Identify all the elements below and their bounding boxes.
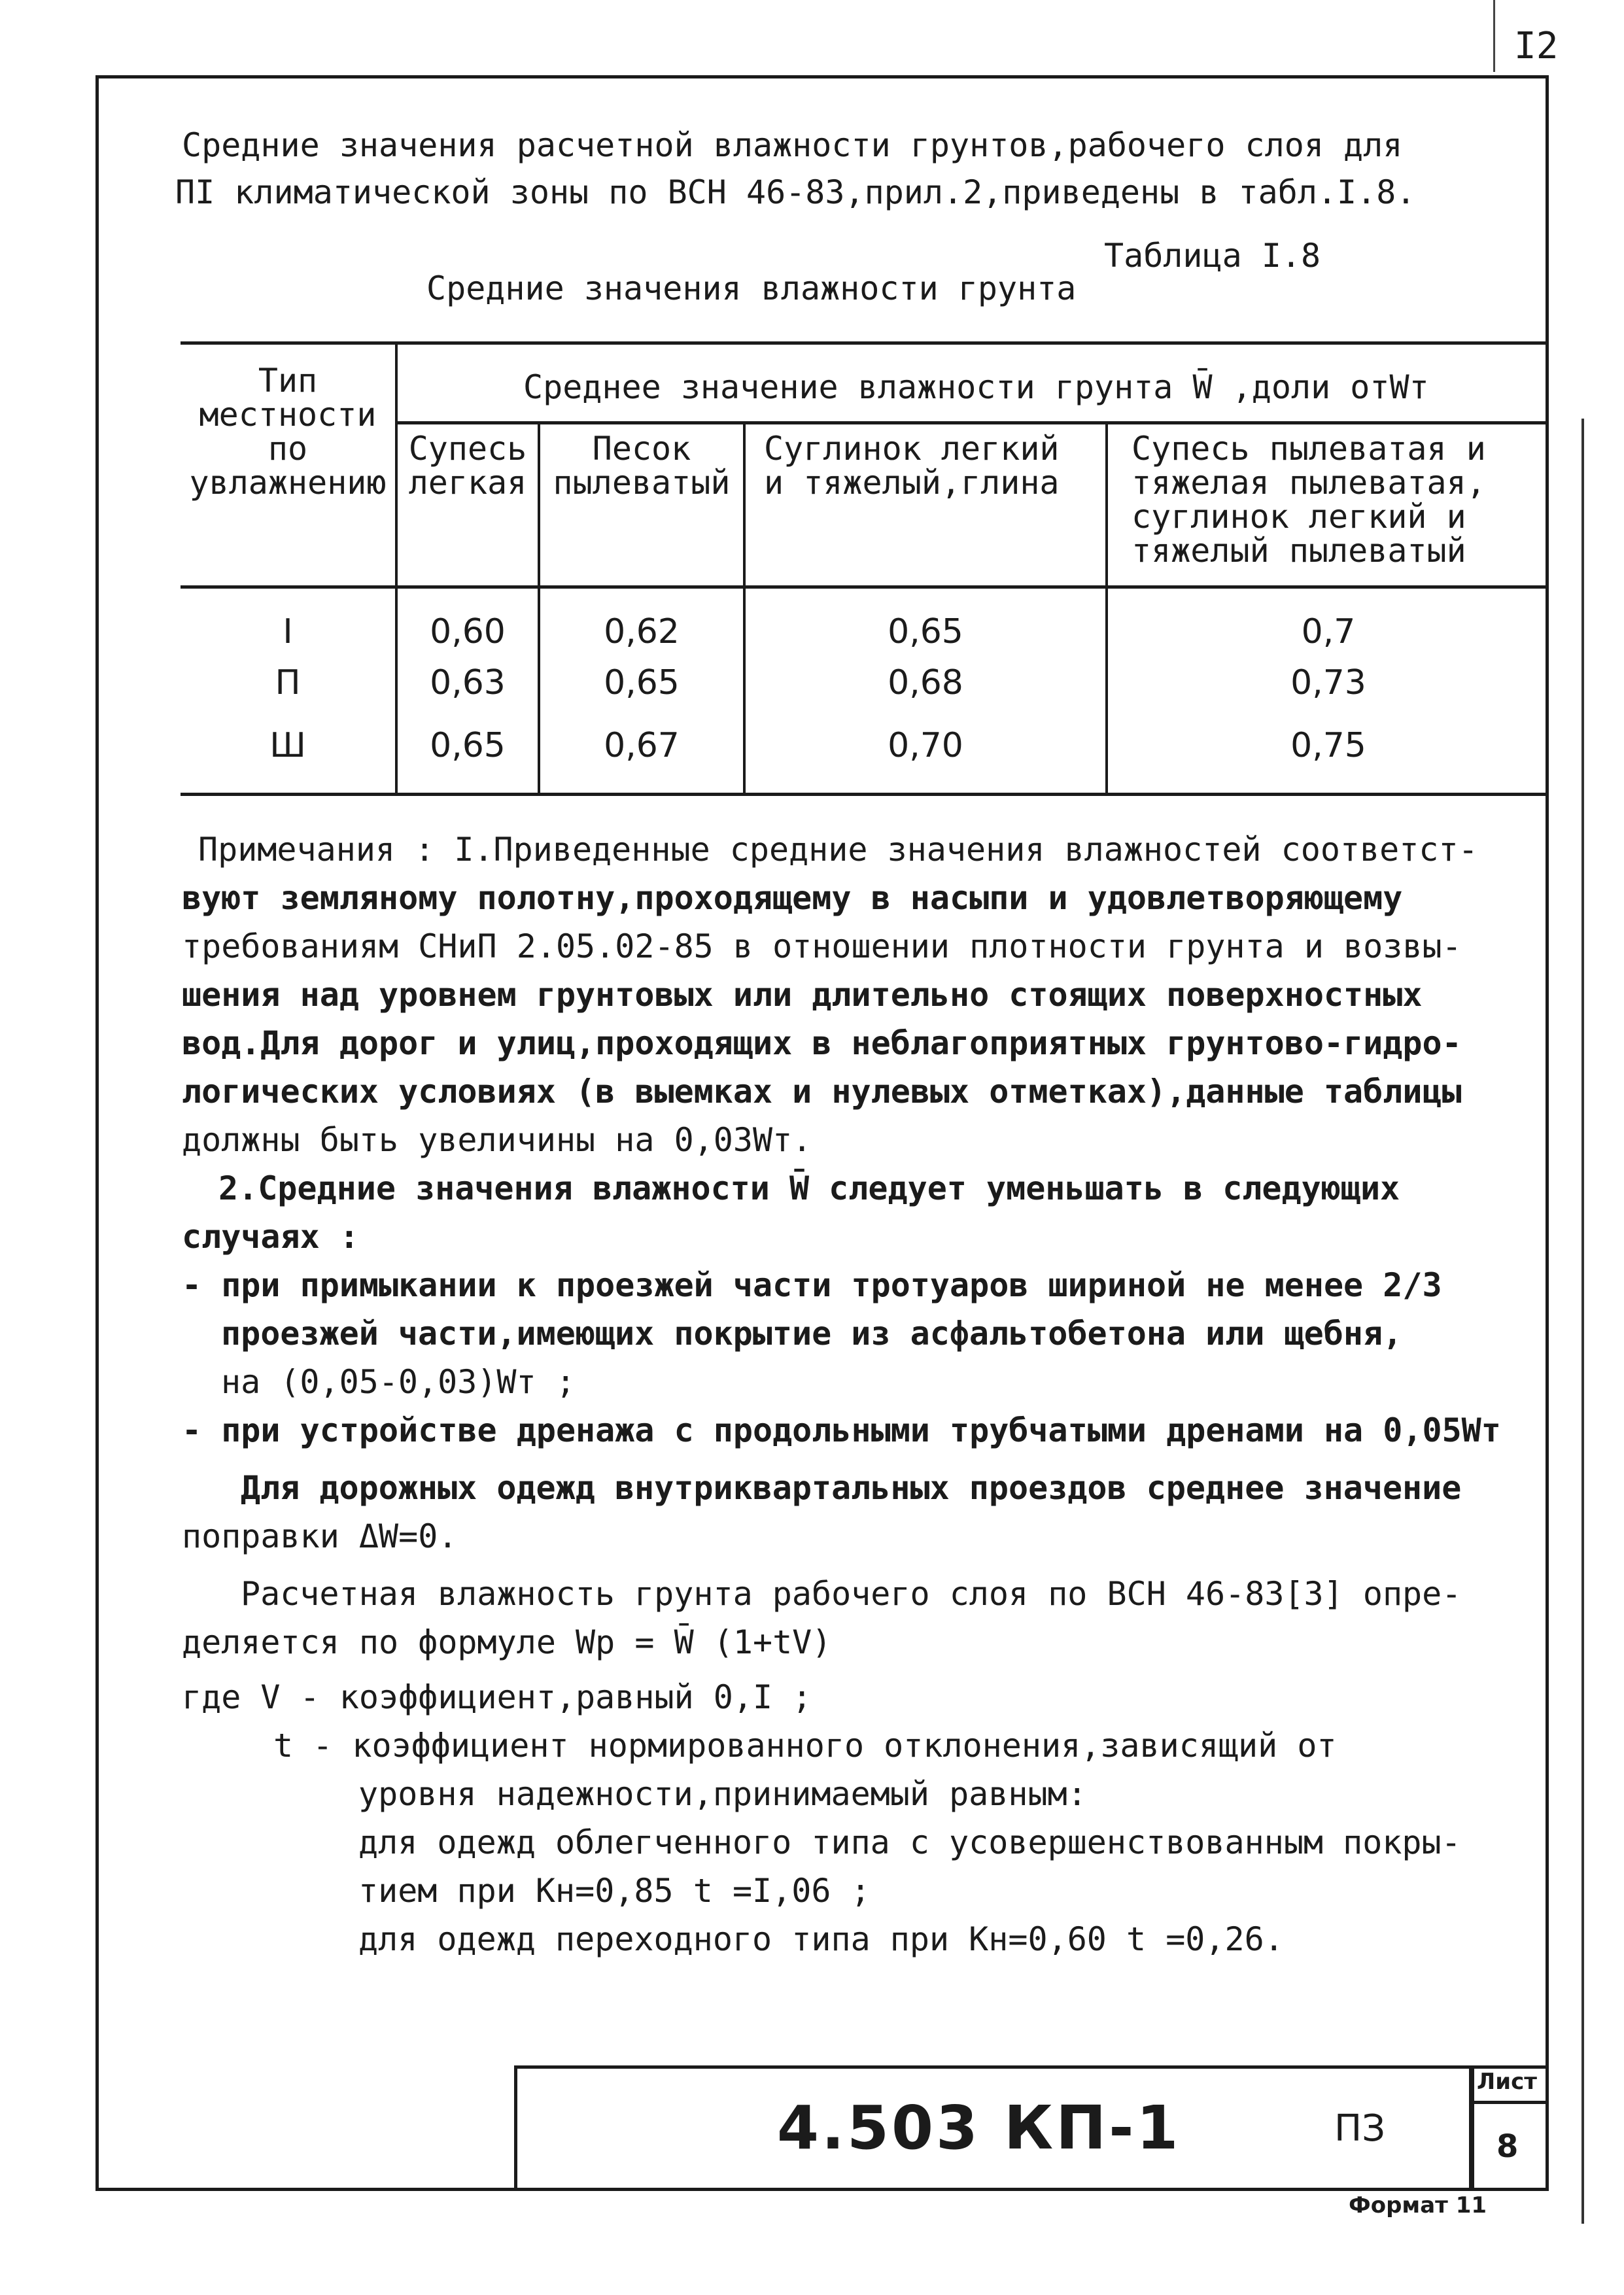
bullet-1-line: на (0,05-0,03)Wт ; xyxy=(221,1363,576,1401)
table-body-rule xyxy=(181,585,1549,589)
note-1-line: требованиям СНиП 2.05.02-85 в отношении плотности грунта и возвы- xyxy=(182,927,1462,965)
table-bottom-rule xyxy=(181,793,1549,796)
top-notch-line xyxy=(1493,0,1495,72)
table-cell: 0,65 xyxy=(888,612,963,651)
table-cell: 0,70 xyxy=(888,726,963,765)
paragraph-line: Расчетная влажность грунта рабочего слоя по ВСН 46-83[3] опре- xyxy=(241,1575,1462,1613)
table-header-rule xyxy=(396,421,1549,424)
right-margin-line xyxy=(1581,419,1584,2224)
note-1-line: шения над уровнем грунтовых или длительно стоящих поверхностных xyxy=(182,976,1423,1014)
table-main-header: Среднее значение влажности грунта W̄ ,доли отWт xyxy=(523,368,1429,406)
row-header-cell: Тип местности по увлажнению xyxy=(189,362,387,502)
table-title: Средние значения влажности грунта xyxy=(426,269,1077,307)
formula-line: деляется по формуле Wp = W̄ (1+tV) xyxy=(182,1623,832,1661)
where-line: уровня надежности,принимаемый равным: xyxy=(358,1775,1087,1813)
note-1-line: должны быть увеличины на 0,03Wт. xyxy=(182,1121,812,1159)
sheet-box-divider xyxy=(1471,2101,1549,2104)
table-cell: 0,7 xyxy=(1301,612,1356,651)
table-cell: 0,68 xyxy=(888,663,963,702)
table-cell: 0,60 xyxy=(430,612,506,651)
col-header-loam-clay: Суглинок легкий и тяжелый,глина xyxy=(764,430,1060,502)
table-row-zone: П xyxy=(275,663,301,702)
table-row-zone: Ш xyxy=(269,726,306,765)
table-cell: 0,67 xyxy=(604,726,680,765)
col-header-silty-loam: Супесь пылеватая и тяжелая пылеватая, суглинок легкий и тяжелый пылеватый xyxy=(1132,430,1486,570)
format-label: Формат 11 xyxy=(1349,2192,1487,2218)
document-code: 4.503 КП-1 xyxy=(777,2093,1181,2163)
table-cell: 0,63 xyxy=(430,663,506,702)
sheet-label: Лист xyxy=(1477,2069,1537,2095)
where-line: тием при Кн=0,85 t =I,06 ; xyxy=(358,1872,871,1910)
where-line: где V - коэффициент,равный 0,I ; xyxy=(182,1678,812,1716)
col-header-sandy-loam-light: Супесь легкая xyxy=(408,430,527,502)
sheet-number-top: I2 xyxy=(1514,25,1559,67)
col-header-silty-sand: Песок пылеватый xyxy=(553,430,731,502)
paragraph-line: поправки ΔW=0. xyxy=(182,1517,458,1555)
table-cell: 0,65 xyxy=(604,663,680,702)
table-row-zone: I xyxy=(283,612,293,651)
table-number: Таблица I.8 xyxy=(1104,237,1321,275)
sheet-number: 8 xyxy=(1496,2128,1519,2165)
bullet-1-line: - при примыкании к проезжей части тротуаров шириной не менее 2/3 xyxy=(182,1266,1442,1304)
note-1-line: вуют земляному полотну,проходящему в насыпи и удовлетворяющему xyxy=(182,879,1403,917)
table-cell: 0,65 xyxy=(430,726,506,765)
where-line: для одежд переходного типа при Кн=0,60 t =0,26. xyxy=(358,1920,1284,1958)
note-2-line: 2.Средние значения влажности W̄ следует уменьшать в следующих xyxy=(218,1169,1400,1207)
table-top-rule xyxy=(181,341,1549,345)
bullet-2-line: - при устройстве дренажа с продольными трубчатыми дренами на 0,05Wт xyxy=(182,1411,1501,1449)
intro-paragraph xyxy=(175,122,1529,216)
table-cell: 0,75 xyxy=(1290,726,1366,765)
where-line: t - коэффициент нормированного отклонения,зависящий от xyxy=(273,1727,1337,1765)
note-2-line: случаях : xyxy=(182,1218,359,1256)
table-cell: 0,73 xyxy=(1290,663,1366,702)
document-type: ПЗ xyxy=(1334,2107,1386,2150)
bullet-1-line: проезжей части,имеющих покрытие из асфальтобетона или щебня, xyxy=(221,1315,1403,1353)
where-line: для одежд облегченного типа с усовершенствованным покры- xyxy=(358,1823,1461,1861)
notes-section xyxy=(182,825,1542,1963)
table-cell: 0,62 xyxy=(604,612,680,651)
note-1-line: Примечания : I.Приведенные средние значения влажностей соответст- xyxy=(198,831,1478,869)
note-1-line: вод.Для дорог и улиц,проходящих в неблагоприятных грунтово-гидро- xyxy=(182,1024,1462,1062)
note-1-line: логических условиях (в выемках и нулевых отметках),данные таблицы xyxy=(182,1073,1462,1111)
intro-line-2: ПI климатической зоны по ВСН 46-83,прил.2,приведены в табл.I.8. xyxy=(175,173,1416,211)
intro-line-1: Средние значения расчетной влажности грунтов,рабочего слоя для xyxy=(182,126,1403,164)
paragraph-line: Для дорожных одежд внутриквартальных проездов среднее значение xyxy=(241,1469,1462,1507)
